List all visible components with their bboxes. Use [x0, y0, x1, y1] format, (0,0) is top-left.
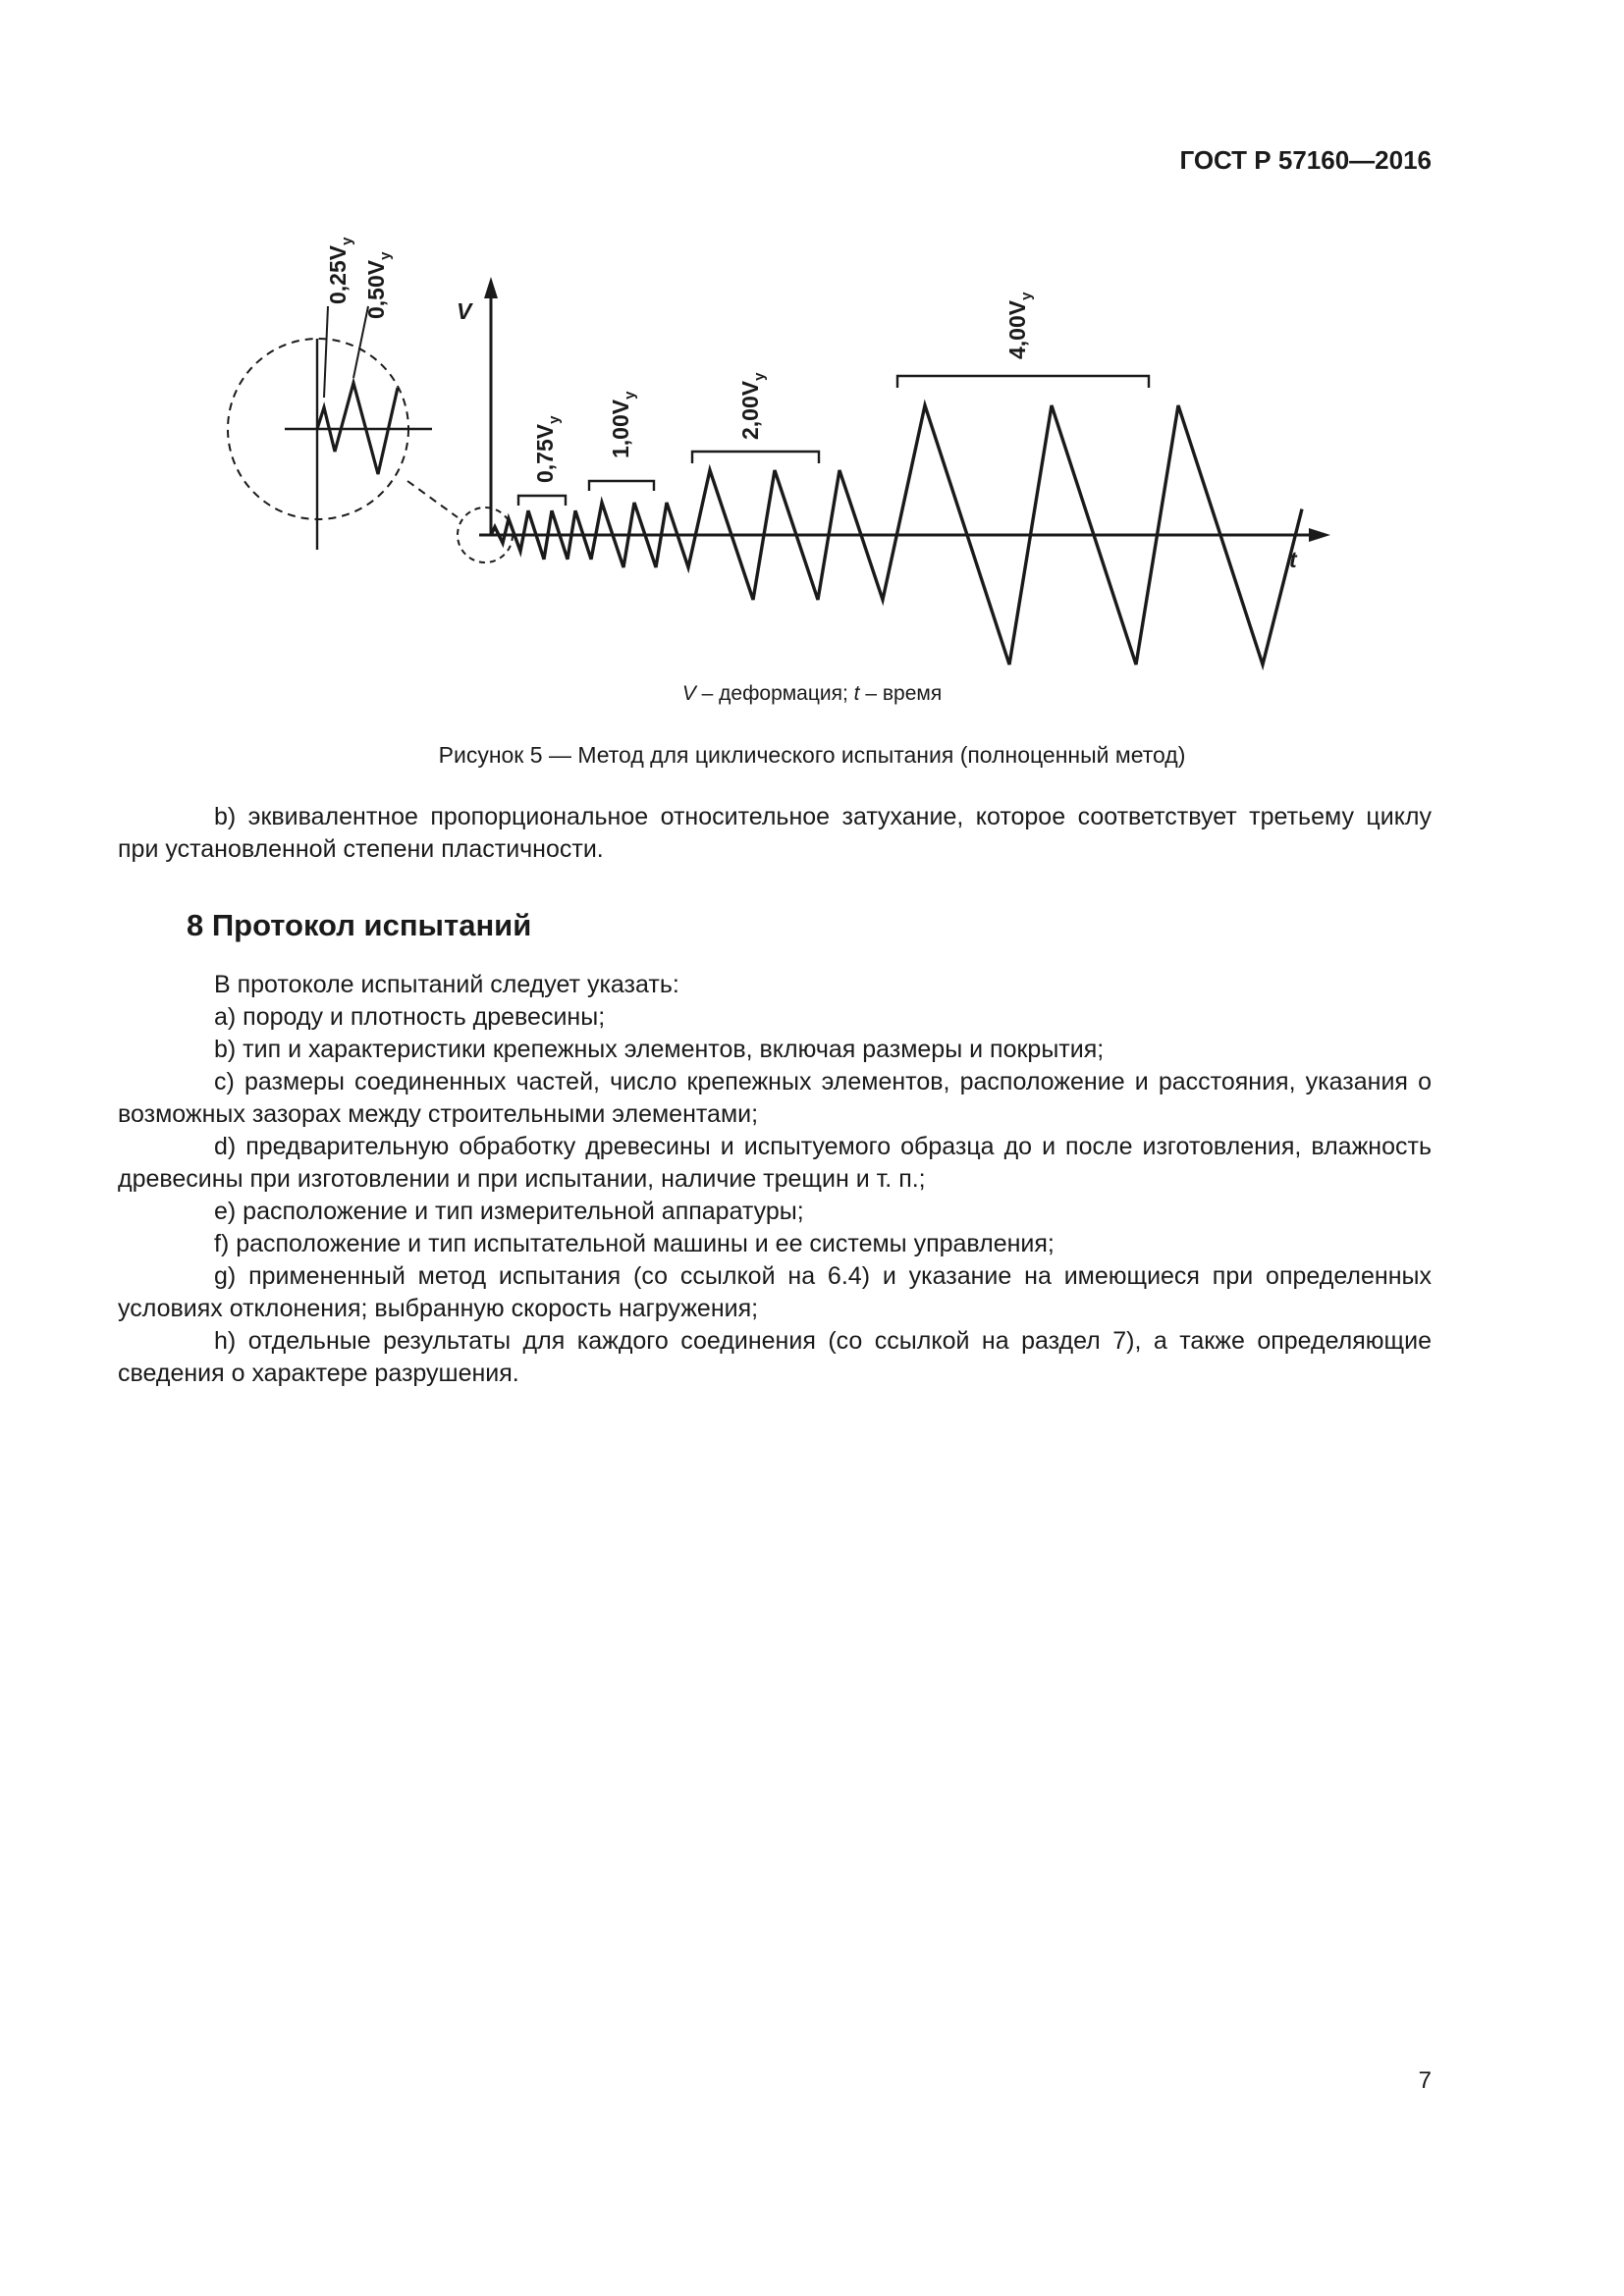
list-item: а) породу и плотность древесины; — [214, 1003, 606, 1031]
bracket-400 — [897, 376, 1149, 388]
section-title: 8 Протокол испытаний — [187, 908, 532, 942]
zoom-label-025: $0,25V_y$ — [325, 237, 355, 304]
amplitude-label-100: $1,00V_y$ — [608, 391, 638, 458]
list-item: c) размеры соединенных частей, число крепежных элементов, расположение и расстояния, указания о возможных зазорах между строительными элементами; — [118, 1068, 1432, 1128]
figure-legend: V – деформация; t – время — [681, 682, 943, 705]
v-axis-arrow-icon — [484, 277, 498, 298]
list-item: h) отдельные результаты для каждого соединения (со ссылкой на раздел 7), а также определяющие сведения о характере разрушения. — [118, 1327, 1432, 1387]
list-item: b) тип и характеристики крепежных элементов, включая размеры и покрытия; — [214, 1036, 1105, 1063]
bracket-075 — [518, 496, 566, 506]
v-axis-label: V — [457, 298, 472, 324]
amplitude-label-075: $0,75V_y$ — [532, 415, 563, 483]
list-item: e) расположение и тип измерительной аппаратуры; — [214, 1198, 804, 1225]
standard-number: ГОСТ Р 57160—2016 — [1179, 145, 1432, 175]
t-axis-arrow-icon — [1309, 528, 1330, 542]
cyclic-test-figure — [0, 0, 1624, 746]
list-item: f) расположение и тип испытательной машины и ее системы управления; — [214, 1230, 1055, 1257]
list-item: g) примененный метод испытания (со ссылкой на 6.4) и указание на имеющиеся при определенных условиях отклонения; выбранную скорость нагружения; — [118, 1262, 1432, 1322]
bracket-200 — [692, 452, 819, 463]
zoom-pointer-025 — [324, 306, 328, 398]
amplitude-label-200: $2,00V_y$ — [737, 372, 768, 440]
list-item: d) предварительную обработку древесины и испытуемого образца до и после изготовления, влажность древесины при изготовлении и при испытании, наличие трещин и т. п.; — [118, 1133, 1432, 1193]
paragraph-b-text: b) эквивалентное пропорциональное относительное затухание, которое соответствует третьему циклу при установленной степени пластичности. — [118, 803, 1432, 863]
zoom-label-050: $0,50V_y$ — [363, 251, 394, 319]
page-number: 7 — [1418, 2067, 1432, 2094]
zoom-connector — [407, 481, 458, 517]
section-intro: В протоколе испытаний следует указать: — [214, 971, 679, 998]
bracket-100 — [589, 481, 654, 491]
section-body — [118, 969, 1432, 1390]
figure-caption: Рисунок 5 — Метод для циклического испытания (полноценный метод) — [438, 742, 1186, 768]
paragraph-b — [118, 801, 1432, 866]
amplitude-label-400: $4,00V_y$ — [1004, 292, 1035, 359]
t-axis-label: t — [1289, 547, 1297, 572]
